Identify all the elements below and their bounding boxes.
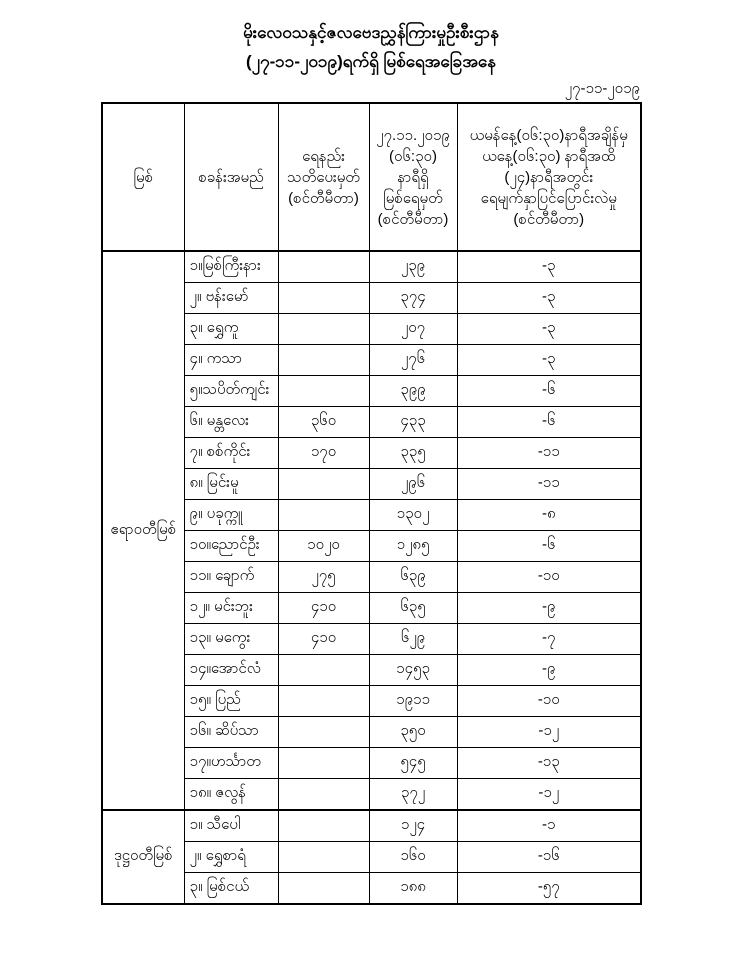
warning-level-value [278, 376, 369, 407]
warning-level-value [278, 686, 369, 717]
change-24h-value: -၁၃ [457, 748, 641, 779]
header-line: ယနေ့(၀၆:၃၀) နာရီအထိ [482, 147, 616, 165]
change-24h-value: -၁၁ [457, 469, 641, 500]
header-line: ရေမျက်နှာပြင်ပြောင်းလဲမှု [480, 189, 617, 207]
water-level-value: ၂၉၆ [369, 469, 457, 500]
water-level-value: ၁၂၈၅ [369, 531, 457, 562]
water-level-value: ၁၉၁၁ [369, 686, 457, 717]
water-level-value: ၂၇၆ [369, 345, 457, 376]
station-name: ၁။ သီပေါ [184, 810, 278, 842]
station-name: ၈။ မြင်းမူ [184, 469, 278, 500]
station-name: ၇။ စစ်ကိုင်း [184, 438, 278, 469]
header-line: (၂၄)နာရီအတွင်း [504, 168, 594, 186]
warning-level-value [278, 810, 369, 842]
water-level-value: ၆၂၉ [369, 624, 457, 655]
water-level-value: ၃၇၂ [369, 779, 457, 811]
station-name: ၁၆။ ဆိပ်သာ [184, 717, 278, 748]
warning-level-value [278, 314, 369, 345]
station-name: ၁၇။ဟင်္သာတ [184, 748, 278, 779]
station-name: ၆။ မန္တလေး [184, 407, 278, 438]
change-24h-value: -၃ [457, 251, 641, 283]
warning-level-value [278, 842, 369, 873]
change-24h-value: -၆ [457, 376, 641, 407]
warning-level-value: ၄၁၀ [278, 624, 369, 655]
change-24h-value: -၁၂ [457, 717, 641, 748]
water-level-value: ၁၄၅၃ [369, 655, 457, 686]
warning-level-value [278, 717, 369, 748]
warning-level-value [278, 779, 369, 811]
water-level-value: ၃၉၉ [369, 376, 457, 407]
station-name: ၁၂။ မင်းဘူး [184, 593, 278, 624]
change-24h-value: -၇ [457, 624, 641, 655]
header-line: (စင်တီမီတာ) [377, 210, 449, 228]
header-line: မြစ်ရေမှတ် [383, 189, 443, 207]
change-24h-value: -၆ [457, 407, 641, 438]
station-name: ၁၁။ ချောက် [184, 562, 278, 593]
station-name: ၁၄။အောင်လံ [184, 655, 278, 686]
water-level-value: ၄၃၃ [369, 407, 457, 438]
station-name: ၁။မြစ်ကြီးနား [184, 251, 278, 283]
change-24h-value: -၆ [457, 531, 641, 562]
water-level-value: ၁၃၀၂ [369, 500, 457, 531]
table-body [102, 251, 641, 904]
water-level-value: ၁၈၈ [369, 873, 457, 905]
header-line: (စင်တီမီတာ) [288, 189, 359, 207]
change-24h-value: -၉ [457, 655, 641, 686]
station-name: ၁၈။ ဇလွန် [184, 779, 278, 811]
warning-level-value: ၃၆၀ [278, 407, 369, 438]
station-name: ၄။ ကသာ [184, 345, 278, 376]
warning-level-value [278, 469, 369, 500]
warning-level-value [278, 500, 369, 531]
water-level-value: ၂၀၇ [369, 314, 457, 345]
change-24h-value: -၁၆ [457, 842, 641, 873]
station-name: ၁၃။ မကွေး [184, 624, 278, 655]
change-24h-value: -၁၀ [457, 686, 641, 717]
header-line: ၂၇.၁၁.၂၀၁၉ [376, 126, 450, 144]
header-line: (စင်တီမီတာ) [513, 210, 585, 228]
report-date: ၂၇-၁၁-၂၀၁၉ [564, 80, 640, 97]
header-river: မြစ် [102, 103, 184, 251]
warning-level-value [278, 655, 369, 686]
water-level-value: ၅၄၅ [369, 748, 457, 779]
document-title-line2: (၂၇-၁၁-၂၀၁၉)ရက်ရှိ မြစ်ရေအခြေအနေ [246, 52, 496, 71]
change-24h-value: -၃ [457, 345, 641, 376]
change-24h-value: -၁၁ [457, 438, 641, 469]
change-24h-value: -၅၇ [457, 873, 641, 905]
title-block [0, 0, 742, 76]
warning-level-value: ၁၇၀ [278, 438, 369, 469]
station-name: ၅။သပိတ်ကျင်း [184, 376, 278, 407]
header-row [102, 103, 641, 251]
water-level-value: ၂၃၉ [369, 251, 457, 283]
warning-level-value [278, 873, 369, 905]
change-24h-value: -၉ [457, 593, 641, 624]
station-name: ၁၀။ညောင်ဦး [184, 531, 278, 562]
station-name: ၉။ ပခုက္ကူ [184, 500, 278, 531]
water-level-value: ၁၆၀ [369, 842, 457, 873]
water-level-value: ၃၃၅ [369, 438, 457, 469]
station-name: ၂။ ရွှေစာရံ [184, 842, 278, 873]
station-name: ၃။ မြစ်ငယ် [184, 873, 278, 905]
header-line: ယမန်နေ့(၀၆:၃၀)နာရီအချိန်မှ [469, 126, 628, 144]
warning-level-value: ၁၀၂၀ [278, 531, 369, 562]
warning-level-value: ၂၇၅ [278, 562, 369, 593]
change-24h-value: -၁၂ [457, 779, 641, 811]
change-24h-value: -၃ [457, 314, 641, 345]
change-24h-value: -၁ [457, 810, 641, 842]
warning-level-value [278, 251, 369, 283]
warning-level-value [278, 283, 369, 314]
water-level-value: ၃၅၀ [369, 717, 457, 748]
station-name: ၃။ ရွှေကူ [184, 314, 278, 345]
change-24h-value: -၈ [457, 500, 641, 531]
water-level-value: ၆၃၉ [369, 562, 457, 593]
warning-level-value [278, 345, 369, 376]
table-row [102, 251, 641, 283]
header-station-name: စခန်းအမည် [184, 103, 278, 251]
change-24h-value: -၃ [457, 283, 641, 314]
header-line: ရေနည်း [302, 147, 345, 165]
water-level-value: ၁၂၄ [369, 810, 457, 842]
river-name: ဧရာဝတီမြစ် [102, 251, 184, 810]
header-line: (၀၆:၃၀) [389, 147, 437, 165]
header-24h-change [457, 103, 641, 251]
header-water-level-today [369, 103, 457, 251]
water-level-value: ၃၇၄ [369, 283, 457, 314]
river-level-table [101, 102, 642, 905]
station-name: ၁၅။ ပြည် [184, 686, 278, 717]
header-line: သတိပေးမှတ် [287, 168, 360, 186]
change-24h-value: -၁၀ [457, 562, 641, 593]
warning-level-value: ၄၁၀ [278, 593, 369, 624]
water-level-value: ၆၃၅ [369, 593, 457, 624]
warning-level-value [278, 748, 369, 779]
station-name: ၂။ ဗန်းမော် [184, 283, 278, 314]
header-line: နာရီရှိ [397, 168, 429, 186]
river-name: ဒုဋ္ဌဝတီမြစ် [102, 810, 184, 904]
header-low-water-warning-level [278, 103, 369, 251]
document-title-line1: မိုးလေဝသနှင့်ဇလဗေဒညွှန်ကြားမှုဦးစီးဌာန [243, 23, 499, 42]
table-row [102, 810, 641, 842]
